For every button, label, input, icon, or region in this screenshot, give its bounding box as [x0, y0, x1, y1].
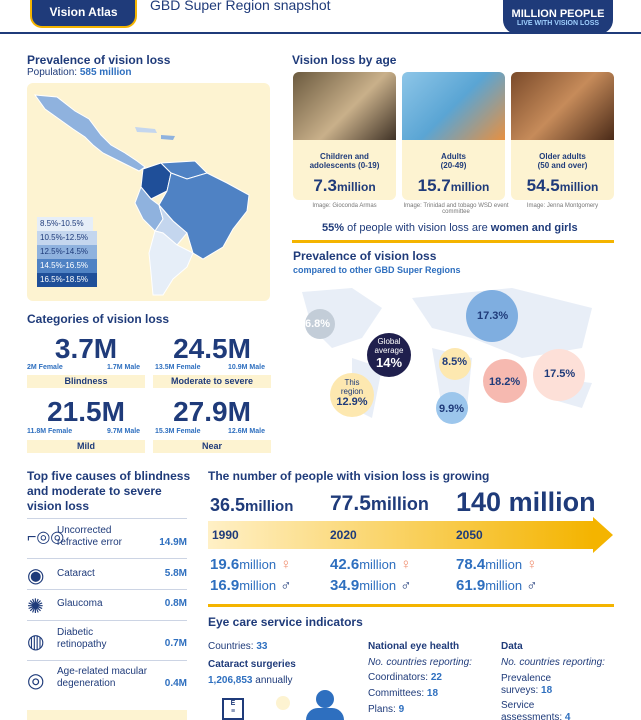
plans: Plans: 9 [368, 704, 405, 715]
age-card-adults [402, 72, 505, 200]
prevalence-title: Prevalence of vision loss [27, 53, 171, 67]
growth-total: 36.5million [210, 495, 294, 515]
cause-row [27, 620, 187, 660]
cause-value: 0.4M [164, 678, 187, 689]
divider [208, 604, 614, 607]
category-female: 2M Female [27, 364, 63, 371]
cataract-title: Cataract surgeries [208, 659, 296, 670]
cause-name: Cataract [57, 568, 95, 579]
patient-icon [276, 696, 290, 710]
age-value: 15.7million [417, 176, 490, 195]
causes-title: Top five causes of blindness and moderate to severe vision loss [27, 469, 191, 513]
image-credit: Image: Jenna Montgomery [526, 203, 599, 209]
category-female: 13.5M Female [155, 364, 201, 371]
eye-icon: ◉ [27, 565, 45, 587]
headline-sub: LIVE WITH VISION LOSS [516, 20, 600, 27]
cause-name: Diabetic retinopathy [57, 627, 107, 650]
legend-item: 10.5%-12.5% [37, 231, 97, 245]
female-count: 42.6million ♀ [330, 556, 412, 573]
male-count: 34.9million ♂ [330, 577, 412, 594]
women-stat: 55% of people with vision loss are women and girls [322, 222, 578, 234]
global-bubble: Global average 14% [374, 337, 404, 370]
category-male: 1.7M Male [107, 364, 141, 371]
retina-icon: ◍ [27, 631, 45, 653]
male-icon: ♂ [280, 577, 292, 594]
committees: Committees: 18 [368, 688, 439, 699]
cause-value: 0.7M [164, 638, 187, 649]
male-count: 61.9million ♂ [456, 577, 538, 594]
age-label: Older adults (50 and over) [537, 152, 588, 170]
cause-name: Age-related macular degeneration [57, 666, 148, 689]
cataract-value: 1,206,853 annually [208, 675, 293, 686]
category-total: 27.9M [173, 396, 251, 427]
timeline-arrow [208, 521, 593, 549]
image-credit: Image: Trinidad and tobago WSD event committee [403, 203, 509, 215]
services-title: Eye care service indicators [208, 615, 363, 629]
male-icon: ♂ [526, 577, 538, 594]
compare-title: Prevalence of vision loss [293, 249, 437, 263]
countries: Countries: 33 [208, 641, 268, 652]
headline-unit: MILLION PEOPLE [511, 8, 605, 20]
this-region-bubble: This region 12.9% [336, 378, 368, 408]
national-title: National eye health [368, 641, 460, 652]
age-card-children [293, 72, 396, 200]
legend-item: 12.5%-14.5% [37, 245, 97, 259]
region-bubble-label: 18.2% [489, 376, 521, 388]
category-total: 24.5M [173, 333, 251, 364]
region-bubble-label: 9.9% [439, 403, 465, 415]
legend-item: 8.5%-10.5% [37, 217, 93, 231]
female-count: 19.6million ♀ [210, 556, 292, 573]
cause-value: 0.8M [164, 598, 187, 609]
data-sub: No. countries reporting: [501, 657, 605, 668]
cause-row [27, 518, 187, 558]
children-photo [293, 72, 396, 140]
older-photo [511, 72, 614, 140]
timeline-arrowhead [593, 517, 613, 553]
region-bubble-label: 17.5% [544, 368, 576, 380]
category-total: 21.5M [47, 396, 125, 427]
glaucoma-eye-icon: ✺ [27, 596, 44, 618]
female-count: 78.4million ♀ [456, 556, 538, 573]
growth-total: 140 million [456, 487, 596, 517]
category-name: Moderate to severe [153, 375, 271, 388]
category-name: Blindness [27, 375, 145, 388]
category-male: 10.9M Male [228, 364, 265, 371]
category-male: 9.7M Male [107, 428, 141, 435]
national-sub: No. countries reporting: [368, 657, 472, 668]
prevalence-map-panel [27, 83, 270, 301]
region-bubble-label: 8.5% [442, 356, 468, 368]
atlas-tab: Vision Atlas [30, 0, 137, 28]
data-title: Data [501, 641, 523, 652]
timeline-year: 2020 [330, 528, 357, 542]
cause-value: 14.9M [159, 537, 187, 548]
male-icon: ♂ [400, 577, 412, 594]
headline-badge [503, 0, 613, 34]
timeline-year: 1990 [212, 528, 239, 542]
female-icon: ♀ [280, 556, 292, 573]
age-value: 7.3million [313, 176, 376, 195]
page-title: GBD Super Region snapshot [150, 0, 331, 13]
compare-subtitle: compared to other GBD Super Regions [293, 265, 461, 275]
cause-row [27, 589, 187, 620]
growth-title: The number of people with vision loss is growing [208, 469, 490, 483]
glasses-icon: ⌐◎◎ [27, 529, 65, 546]
age-value: 54.5million [526, 176, 599, 195]
prevalence-surveys: Prevalence surveys: 18 [501, 673, 553, 696]
cause-row [27, 660, 187, 700]
doctor-icon [300, 690, 350, 720]
cause-name: Uncorrected refractive error [57, 525, 123, 548]
cause-row [27, 558, 187, 589]
divider [292, 240, 614, 243]
population [27, 67, 132, 78]
age-title: Vision loss by age [292, 53, 397, 67]
region-bubble-label: 17.3% [477, 310, 509, 322]
header-rule [0, 32, 641, 34]
service-assessments: Service assessments: 4 [501, 700, 571, 720]
population-value: 585 million [79, 67, 132, 78]
adults-photo [402, 72, 505, 140]
male-count: 16.9million ♂ [210, 577, 292, 594]
legend-item: 16.5%-18.5% [37, 273, 97, 287]
region-bubble-label: 6.8% [305, 318, 331, 330]
growth-total: 77.5million [330, 492, 429, 515]
categories-title: Categories of vision loss [27, 312, 170, 326]
female-icon: ♀ [400, 556, 412, 573]
category-name: Near [153, 440, 271, 453]
population-label: Population: [27, 67, 78, 78]
category-male: 12.6M Male [228, 428, 265, 435]
age-label: Children and adolescents (0-19) [309, 152, 380, 170]
female-icon: ♀ [526, 556, 538, 573]
timeline-year: 2050 [456, 528, 483, 542]
macular-eye-icon: ◎ [27, 670, 45, 692]
category-female: 15.3M Female [155, 428, 201, 435]
image-credit: Image: Gioconda Armas [312, 203, 377, 209]
age-label: Adults (20-49) [440, 152, 467, 170]
age-card-older [511, 72, 614, 200]
cause-value: 5.8M [164, 568, 187, 579]
category-female: 11.8M Female [27, 428, 73, 435]
footer-panel [27, 710, 187, 720]
legend-item: 14.5%-16.5% [37, 259, 97, 273]
eye-chart-icon: E ≡ [222, 698, 244, 720]
category-name: Mild [27, 440, 145, 453]
category-total: 3.7M [54, 333, 118, 364]
cause-name: Glaucoma [57, 598, 103, 609]
coordinators: Coordinators: 22 [368, 672, 442, 683]
